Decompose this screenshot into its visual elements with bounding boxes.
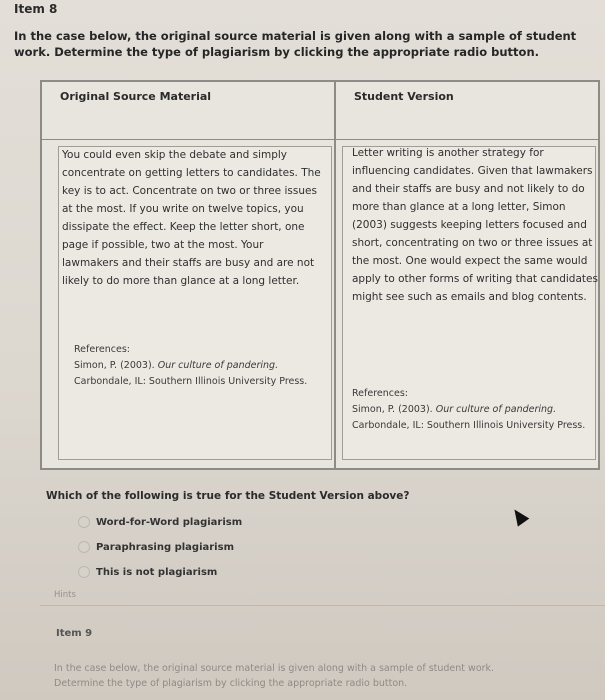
option-word-for-word[interactable]: [78, 516, 242, 528]
original-text: You could even skip the debate and simply concentrate on getting letters to candidates. The key is to act. Concentrate on two or three issues at the most. If you write on twelve topics, you dissipate the effect. Keep the letter short, one page if possible, two at the most. Your lawmakers and their staffs are busy and are not likely to do more than glance at a long letter.: [62, 149, 321, 287]
header-original-label: Original Source Material: [60, 90, 212, 103]
radio-icon[interactable]: [78, 566, 90, 578]
hints-link[interactable]: Hints: [54, 590, 76, 600]
next-item-title: Item 9: [56, 628, 93, 639]
instructions: In the case below, the original source material is given along with a sample of student work. Determine the type of plagiarism by clicking the appropriate radio button.: [14, 29, 577, 59]
mouse-cursor-icon: [509, 505, 530, 526]
original-ref-author: Simon, P. (2003).: [74, 360, 155, 371]
next-item-line2: Determine the type of plagiarism by clicking the appropriate radio button.: [54, 678, 408, 689]
header-student: [336, 82, 598, 140]
question-text: Which of the following is true for the Student Version above?: [46, 490, 410, 502]
option-not-plagiarism[interactable]: [78, 566, 217, 578]
option-paraphrasing[interactable]: [78, 541, 234, 553]
student-text: Letter writing is another strategy for influencing candidates. Given that lawmakers and their staffs are busy and not likely to do more than glance at a long letter, Simon (2003) suggests keeping letters focused and short, concentrating on two or three issues at the most. One would expect the same would apply to other forms of writing that candidates might see such as emails and blog contents.: [352, 147, 598, 303]
student-ref-author: Simon, P. (2003).: [352, 404, 433, 415]
option-label: This is not plagiarism: [96, 566, 218, 578]
radio-icon[interactable]: [78, 541, 90, 553]
original-ref-publisher: Carbondale, IL: Southern Illinois University Press.: [74, 376, 308, 387]
header-original: [42, 82, 334, 140]
option-label: Paraphrasing plagiarism: [96, 541, 234, 553]
original-references: [74, 342, 324, 390]
student-ref-publisher: Carbondale, IL: Southern Illinois University Press.: [352, 420, 586, 431]
option-label: Word-for-Word plagiarism: [96, 516, 243, 528]
student-ref-title: Our culture of pandering.: [435, 404, 557, 415]
student-ref-label: References:: [352, 388, 408, 399]
student-references: [352, 386, 597, 434]
original-ref-title: Our culture of pandering.: [157, 360, 279, 371]
original-ref-label: References:: [74, 344, 130, 355]
radio-icon[interactable]: [78, 516, 90, 528]
column-divider: [334, 82, 336, 468]
next-item-line1: In the case below, the original source material is given along with a sample of student work.: [54, 663, 495, 674]
divider: [40, 605, 605, 606]
comparison-table: [40, 80, 600, 470]
item-title: Item 8: [14, 2, 58, 16]
header-student-label: Student Version: [354, 90, 454, 103]
